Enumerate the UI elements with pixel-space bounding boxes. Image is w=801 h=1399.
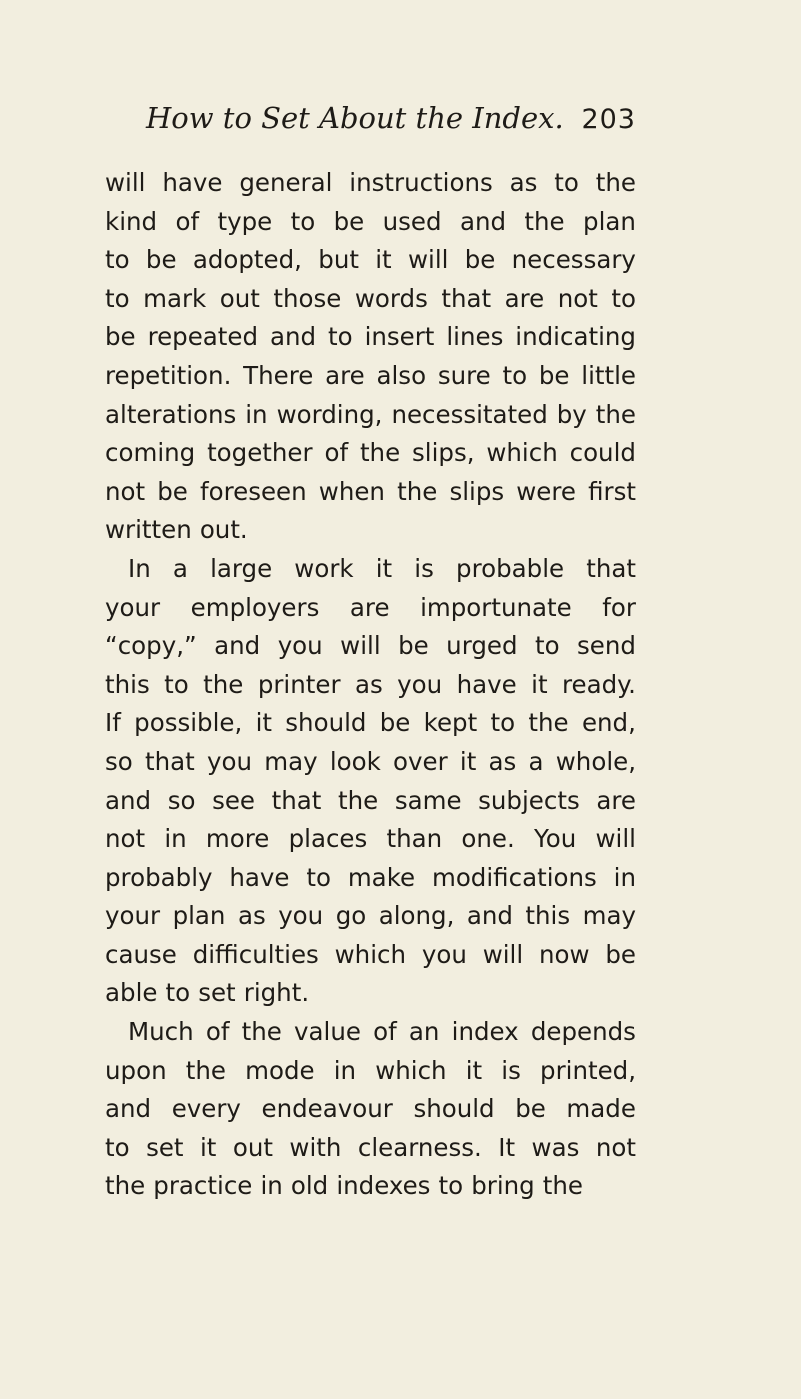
- word: it: [459, 746, 477, 776]
- paragraph: [105, 164, 636, 550]
- word: employers: [190, 592, 320, 622]
- word: to: [306, 862, 331, 892]
- word: those: [273, 283, 342, 313]
- word: and: [105, 785, 152, 815]
- word: not: [105, 824, 146, 854]
- word: it: [255, 708, 272, 738]
- word: for: [602, 592, 636, 622]
- text-line: [105, 859, 636, 898]
- word: the: [203, 669, 244, 699]
- word: slips: [449, 476, 505, 506]
- word: it: [199, 1132, 217, 1162]
- word: it: [465, 1055, 483, 1085]
- word: wording,: [276, 399, 383, 429]
- text-line: [105, 434, 636, 473]
- word: clearness.: [357, 1132, 482, 1162]
- word: subjects: [478, 785, 580, 815]
- word: of: [324, 438, 349, 468]
- text-line: [105, 589, 636, 628]
- word: you: [421, 939, 467, 969]
- word: when: [318, 476, 385, 506]
- word: words: [354, 283, 428, 313]
- word: depends: [530, 1017, 636, 1047]
- word: of: [373, 1017, 397, 1047]
- text-line: [105, 743, 636, 782]
- word: more: [205, 824, 270, 854]
- word: to: [534, 631, 560, 661]
- word: to: [105, 245, 130, 275]
- word: it: [375, 553, 393, 583]
- word: out.: [199, 515, 248, 545]
- word: be: [538, 360, 570, 390]
- text-line: [105, 1167, 636, 1206]
- word: an: [408, 1017, 440, 1047]
- word: you: [397, 669, 443, 699]
- word: this: [105, 669, 150, 699]
- word: adopted,: [192, 245, 302, 275]
- text-line: [105, 241, 636, 280]
- word: large: [210, 553, 273, 583]
- word: that: [586, 553, 636, 583]
- word: should: [285, 708, 367, 738]
- word: bring: [471, 1171, 535, 1201]
- word: will: [407, 245, 449, 275]
- word: urged: [446, 631, 518, 661]
- word: to: [554, 168, 579, 197]
- word: right.: [243, 978, 310, 1008]
- word: which: [486, 438, 558, 468]
- word: to: [165, 978, 191, 1008]
- word: the: [185, 1055, 226, 1085]
- word: indexes: [336, 1171, 431, 1201]
- word: not: [557, 283, 598, 313]
- word: plan: [172, 901, 226, 931]
- word: in: [613, 862, 636, 892]
- word: one.: [461, 824, 515, 854]
- word: be: [145, 245, 177, 275]
- word: make: [347, 862, 416, 892]
- word: the: [397, 476, 438, 506]
- word: also: [376, 360, 427, 390]
- word: index: [451, 1017, 519, 1047]
- word: could: [569, 438, 636, 468]
- word: plan: [583, 206, 636, 236]
- word: difficulties: [192, 939, 319, 969]
- word: will: [340, 631, 381, 661]
- word: are: [325, 360, 365, 390]
- word: be: [379, 708, 411, 738]
- word: to: [105, 1132, 130, 1162]
- word: printed,: [540, 1055, 636, 1085]
- word: and: [459, 206, 507, 236]
- word: a: [172, 553, 188, 583]
- word: together: [207, 438, 313, 468]
- page-number: 203: [581, 104, 636, 135]
- word: repetition.: [105, 360, 232, 390]
- word: be: [605, 939, 636, 969]
- text-line: [105, 1052, 636, 1091]
- word: was: [531, 1132, 580, 1162]
- word: general: [239, 168, 333, 197]
- word: practice: [153, 1171, 253, 1201]
- word: repeated: [147, 322, 259, 352]
- word: your: [105, 592, 161, 622]
- word: it: [531, 669, 548, 699]
- text-line: [105, 1129, 636, 1168]
- word: have: [456, 669, 517, 699]
- word: If: [105, 708, 121, 738]
- word: will: [595, 824, 636, 854]
- text-line: [105, 511, 636, 550]
- text-line: [105, 782, 636, 821]
- word: to: [164, 669, 189, 699]
- word: every: [171, 1094, 241, 1124]
- word: out: [219, 283, 260, 313]
- word: the: [524, 206, 565, 236]
- text-line: [105, 203, 636, 242]
- word: written: [105, 515, 192, 545]
- word: be: [157, 476, 188, 506]
- word: old: [290, 1171, 329, 1201]
- word: in: [333, 1055, 357, 1085]
- word: with: [289, 1132, 342, 1162]
- word: look: [329, 746, 381, 776]
- word: as: [488, 746, 517, 776]
- text-line: [105, 1090, 636, 1129]
- word: you: [278, 901, 324, 931]
- word: the: [241, 1017, 282, 1047]
- word: the: [337, 785, 379, 815]
- body-text: [105, 164, 636, 1206]
- word: In: [128, 553, 151, 583]
- text-line: [105, 164, 636, 203]
- text-line: [105, 473, 636, 512]
- word: be: [464, 245, 496, 275]
- word: that: [144, 746, 195, 776]
- word: endeavour: [261, 1094, 393, 1124]
- word: ready.: [562, 669, 636, 699]
- word: that: [441, 283, 492, 313]
- word: coming: [105, 438, 196, 468]
- word: to: [328, 322, 353, 352]
- word: were: [516, 476, 576, 506]
- text-line: [105, 318, 636, 357]
- word: kind: [105, 206, 158, 236]
- word: of: [205, 1017, 230, 1047]
- word: value: [294, 1017, 361, 1047]
- word: the: [595, 168, 636, 197]
- word: probable: [456, 553, 565, 583]
- text-line: [105, 357, 636, 396]
- word: by: [556, 399, 587, 429]
- word: the: [105, 1171, 146, 1201]
- word: are: [596, 785, 636, 815]
- word: be: [105, 322, 136, 352]
- word: so: [167, 785, 196, 815]
- word: will: [105, 168, 146, 197]
- word: along,: [378, 901, 455, 931]
- word: printer: [257, 669, 341, 699]
- word: “copy,”: [105, 631, 197, 661]
- word: to: [490, 708, 516, 738]
- word: this: [525, 901, 571, 931]
- word: able: [105, 978, 158, 1008]
- word: first: [588, 476, 636, 506]
- running-title: How to Set About the Index.: [146, 101, 564, 135]
- word: over: [393, 746, 448, 776]
- word: whole,: [555, 746, 636, 776]
- word: that: [271, 785, 322, 815]
- word: go: [335, 901, 367, 931]
- word: lines: [446, 322, 504, 352]
- word: of: [175, 206, 200, 236]
- word: be: [515, 1094, 546, 1124]
- text-line: [105, 627, 636, 666]
- word: send: [577, 631, 636, 661]
- word: will: [482, 939, 524, 969]
- word: but: [318, 245, 359, 275]
- word: kept: [423, 708, 478, 738]
- text-line: [105, 974, 636, 1013]
- word: the: [595, 399, 636, 429]
- word: set: [146, 1132, 184, 1162]
- word: type: [217, 206, 273, 236]
- word: should: [413, 1094, 495, 1124]
- word: in: [260, 1171, 283, 1201]
- word: foreseen: [200, 476, 307, 506]
- word: see: [212, 785, 255, 815]
- word: in: [245, 399, 268, 429]
- word: to: [502, 360, 528, 390]
- text-line: [105, 280, 636, 319]
- word: probably: [105, 862, 213, 892]
- text-line: [105, 820, 636, 859]
- word: instructions: [349, 168, 493, 197]
- word: mode: [245, 1055, 315, 1085]
- word: indicating: [515, 322, 636, 352]
- word: insert: [364, 322, 435, 352]
- word: you: [277, 631, 323, 661]
- word: your: [105, 901, 161, 931]
- word: you: [206, 746, 252, 776]
- word: be: [333, 206, 365, 236]
- word: and: [269, 322, 317, 352]
- word: now: [538, 939, 590, 969]
- word: may: [582, 901, 636, 931]
- word: set: [198, 978, 236, 1008]
- word: it: [375, 245, 392, 275]
- word: not: [105, 476, 146, 506]
- word: importunate: [420, 592, 572, 622]
- word: upon: [105, 1055, 167, 1085]
- word: the: [359, 438, 401, 468]
- word: have: [229, 862, 290, 892]
- word: and: [105, 1094, 152, 1124]
- word: the: [542, 1171, 584, 1201]
- paragraph: [105, 550, 636, 1013]
- running-head: [146, 101, 636, 141]
- word: are: [504, 283, 545, 313]
- word: sure: [437, 360, 491, 390]
- word: be: [398, 631, 429, 661]
- word: Much: [128, 1017, 194, 1047]
- word: may: [264, 746, 318, 776]
- word: a: [528, 746, 544, 776]
- text-line: [105, 1013, 636, 1052]
- word: the: [528, 708, 569, 738]
- word: cause: [105, 939, 177, 969]
- word: made: [566, 1094, 636, 1124]
- word: as: [509, 168, 538, 197]
- word: You: [534, 824, 577, 854]
- word: necessary: [511, 245, 636, 275]
- word: than: [386, 824, 443, 854]
- text-line: [105, 550, 636, 589]
- word: to: [290, 206, 316, 236]
- word: It: [498, 1132, 516, 1162]
- word: There: [243, 360, 314, 390]
- word: to: [105, 283, 130, 313]
- word: not: [595, 1132, 636, 1162]
- word: is: [501, 1055, 521, 1085]
- text-line: [105, 396, 636, 435]
- word: and: [466, 901, 513, 931]
- text-line: [105, 704, 636, 743]
- word: have: [162, 168, 223, 197]
- word: to: [438, 1171, 464, 1201]
- text-line: [105, 936, 636, 975]
- word: and: [214, 631, 261, 661]
- word: end,: [581, 708, 636, 738]
- word: mark: [143, 283, 207, 313]
- text-line: [105, 666, 636, 705]
- word: as: [354, 669, 383, 699]
- word: modifications: [431, 862, 597, 892]
- word: slips,: [412, 438, 475, 468]
- paragraph: [105, 1013, 636, 1206]
- word: possible,: [134, 708, 243, 738]
- word: is: [414, 553, 434, 583]
- word: to: [611, 283, 636, 313]
- word: necessitated: [391, 399, 548, 429]
- word: alterations: [105, 399, 237, 429]
- word: out: [232, 1132, 273, 1162]
- word: as: [237, 901, 266, 931]
- word: same: [394, 785, 462, 815]
- word: in: [164, 824, 187, 854]
- word: little: [581, 360, 636, 390]
- word: work: [294, 553, 354, 583]
- word: used: [382, 206, 442, 236]
- word: which: [334, 939, 406, 969]
- word: are: [349, 592, 390, 622]
- text-line: [105, 897, 636, 936]
- word: which: [375, 1055, 447, 1085]
- word: places: [288, 824, 368, 854]
- word: so: [105, 746, 133, 776]
